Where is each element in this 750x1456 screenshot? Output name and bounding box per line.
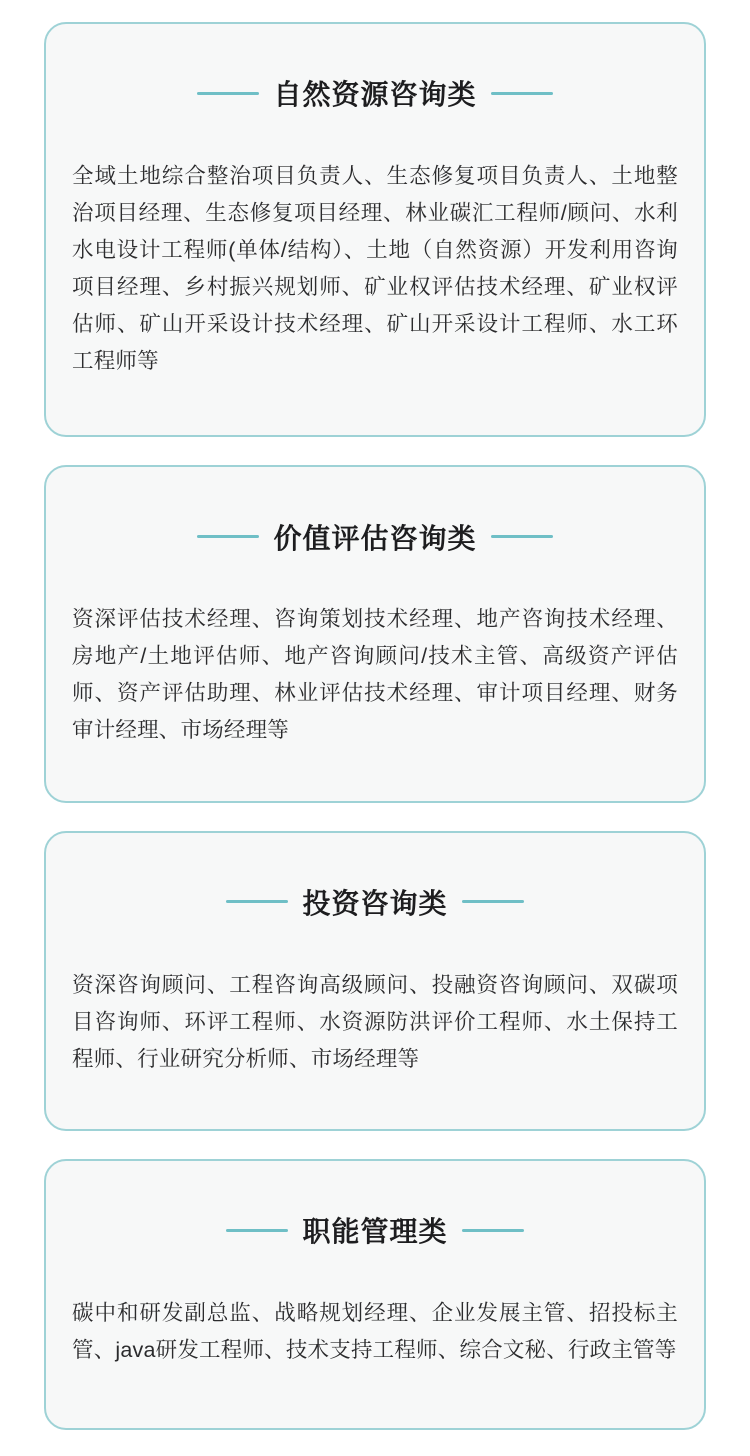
divider-left (226, 1229, 288, 1232)
card-title: 投资咨询类 (302, 887, 448, 919)
card-body-text: 全域土地综合整治项目负责人、生态修复项目负责人、土地整治项目经理、生态修复项目经理、林业碳汇工程师/顾问、水利水电设计工程师(单体/结构）、土地（自然资源）开发利用咨询项目经理、乡村振兴规划师、矿业权评估技术经理、矿业权评估师、矿山开采设计技术经理、矿山开采设计工程师、水工环工程师等 (72, 163, 678, 373)
card-title: 职能管理类 (302, 1216, 448, 1248)
card-natural-resource-consulting (44, 22, 706, 437)
divider-right (491, 535, 553, 538)
card-body-text: 碳中和研发副总监、战略规划经理、企业发展主管、招投标主管、java研发工程师、技术支持工程师、综合文秘、行政主管等 (72, 1300, 678, 1362)
card-investment-consulting (44, 831, 706, 1131)
divider-left (197, 92, 259, 95)
card-header (72, 859, 678, 945)
card-body-text: 资深评估技术经理、咨询策划技术经理、地产咨询技术经理、房地产/土地评估师、地产咨询顾问/技术主管、高级资产评估师、资产评估助理、林业评估技术经理、审计项目经理、财务审计经理、市场经理等 (72, 607, 678, 743)
divider-left (197, 535, 259, 538)
card-body-text: 资深咨询顾问、工程咨询高级顾问、投融资咨询顾问、双碳项目咨询师、环评工程师、水资源防洪评价工程师、水土保持工程师、行业研究分析师、市场经理等 (72, 972, 678, 1071)
divider-right (462, 900, 524, 903)
card-header (72, 1187, 678, 1273)
divider-right (462, 1229, 524, 1232)
card-title: 价值评估咨询类 (273, 522, 477, 554)
card-header (72, 493, 678, 579)
card-functional-management (44, 1159, 706, 1430)
divider-left (226, 900, 288, 903)
divider-right (491, 92, 553, 95)
card-title: 自然资源咨询类 (273, 79, 477, 111)
card-valuation-consulting (44, 465, 706, 802)
card-header (72, 50, 678, 136)
